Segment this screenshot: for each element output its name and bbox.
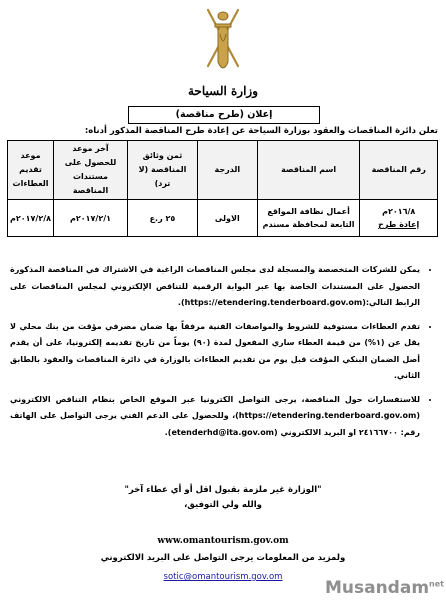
contact-email-link[interactable]: sotic@omantourism.gov.om xyxy=(163,572,283,582)
watermark-suffix: net xyxy=(429,579,444,589)
table-row xyxy=(8,200,438,237)
column-header-number: رقم المناقصة xyxy=(360,141,438,200)
closing-blessing: والله ولي التوفيق، xyxy=(184,500,262,510)
conditions-list xyxy=(10,262,434,448)
intro-text: تعلن دائرة المناقصات والعقود بوزارة السياحة عن إعادة طرح المناقصة المذكور أدناه: xyxy=(84,126,438,136)
website-link[interactable]: www.omantourism.gov.om xyxy=(157,536,289,546)
tender-submission-date: ٢٠١٧/٢/٨م xyxy=(8,200,54,237)
list-item-documents: • يمكن للشركات المتخصصة والمسجلة لدى مجلس المناقصات الراغبة في الاشتراك في المناقصة المذكورة الحصول على المستندات الخاصة بها عبر البوابة الرقمية للتناقص الإلكتروني لمجلس المناقصات على الرابط التالي:(https://etendering.tenderboard.gov.om). xyxy=(10,262,420,312)
announcement-title: إعلان (طرح مناقصة) xyxy=(128,106,320,124)
info-text: ولمزيد من المعلومات يرجى التواصل على البريد الالكتروني xyxy=(100,553,346,563)
tender-table xyxy=(7,140,438,237)
column-header-submission-date: موعد تقديم العطاءات xyxy=(8,141,54,200)
musandam-watermark xyxy=(325,578,444,598)
tender-number-note: إعادة طرح xyxy=(378,220,420,229)
oman-national-emblem-icon xyxy=(204,4,242,76)
column-header-price: ثمن وثائق المناقصة (لا ترد) xyxy=(128,141,198,200)
tender-grade: الاولى xyxy=(197,200,257,237)
list-item-guarantee: • تقدم العطاءات مستوفية للشروط والمواصفات الفنية مرفقاً بها ضمان مصرفي مؤقت من بنك محلي لا يقل عن (١%) من قيمة العطاء ساري المفعول لمدة (٩٠) يوماً من تاريخ تقديمه إلكترونيا، على أن يقدم أصل الضمان البنكي المؤقت قبل يوم من تقديم العطاءات بالوزارة في دائرة المناقصات والعقود بالطابق الثاني. xyxy=(10,319,420,385)
ministry-name: وزارة السياحة xyxy=(187,84,258,98)
list-item-inquiries: • للاستفسارات حول المناقصة، يرجى التواصل الكترونيا عبر الموقع الخاص بنظام التناقص الالكتروني (https://etendering.tenderboard.gov.om)، وللحصول على الدعم الفني يرجى التواصل على الهاتف رقم: ٢٤١٦٦٧٠٠ او البريد الالكتروني (etenderhd@ita.gov.om). xyxy=(10,392,420,442)
tender-number: ٢٠١٦/٨م xyxy=(382,207,416,216)
column-header-name: اسم المناقصة xyxy=(257,141,360,200)
tender-price: ٢٥ ر.ع xyxy=(128,200,198,237)
tender-name: أعمال نظافة المواقع التابعة لمحافظة مسندم xyxy=(257,200,360,237)
table-header-row xyxy=(8,141,438,200)
tender-number-cell xyxy=(360,200,438,237)
ministry-disclaimer: "الوزارة غير ملزمة بقبول اقل أو أي عطاء آخر" xyxy=(124,485,322,495)
watermark-text: Musandam xyxy=(324,578,430,598)
column-header-docs-deadline: آخر موعد للحصول على مستندات المناقصة xyxy=(54,141,128,200)
tender-docs-deadline: ٢٠١٧/٢/١م xyxy=(54,200,128,237)
column-header-grade: الدرجة xyxy=(197,141,257,200)
